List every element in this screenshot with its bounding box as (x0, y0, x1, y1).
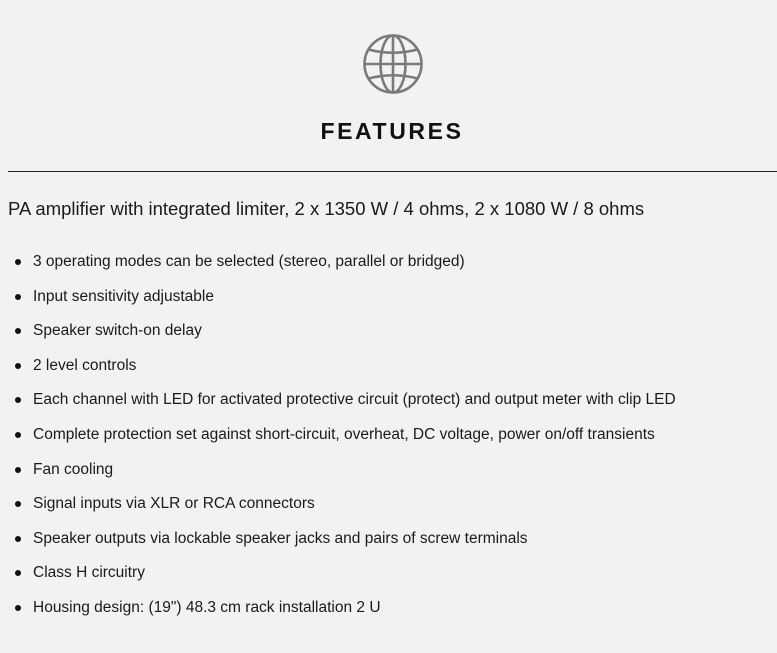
feature-text: Speaker switch-on delay (33, 322, 202, 340)
bullet (15, 432, 21, 438)
bullet (15, 467, 21, 473)
feature-text: Each channel with LED for activated protective circuit (protect) and output meter with clip LED (33, 391, 676, 409)
bullet (15, 501, 21, 507)
bullet (15, 328, 21, 334)
feature-text: Speaker outputs via lockable speaker jacks and pairs of screw terminals (33, 529, 528, 547)
list-item (0, 387, 676, 422)
feature-text: Class H circuitry (33, 564, 145, 582)
feature-text: Input sensitivity adjustable (33, 287, 214, 305)
bullet (15, 397, 21, 403)
feature-text: Complete protection set against short-circuit, overheat, DC voltage, power on/off transients (33, 425, 655, 443)
feature-text: Housing design: (19") 48.3 cm rack installation 2 U (33, 598, 381, 616)
list-item (0, 318, 676, 353)
list-item (0, 526, 676, 561)
features-list (0, 249, 676, 630)
list-item (0, 284, 676, 319)
feature-text: 3 operating modes can be selected (stereo, parallel or bridged) (33, 253, 465, 270)
features-header (0, 0, 777, 172)
list-item (0, 491, 676, 526)
list-item (0, 457, 676, 492)
list-item (0, 353, 676, 388)
bullet (15, 259, 21, 265)
list-item (0, 249, 676, 284)
feature-text: Signal inputs via XLR or RCA connectors (33, 495, 315, 513)
feature-text: 2 level controls (33, 356, 137, 374)
bullet (15, 294, 21, 300)
list-item (0, 595, 676, 630)
bullet (15, 570, 21, 576)
bullet (15, 605, 21, 611)
bullet (15, 363, 21, 369)
list-item (0, 560, 676, 595)
list-item (0, 422, 676, 457)
feature-text: Fan cooling (33, 460, 114, 478)
section-title: FEATURES (320, 118, 464, 144)
product-summary: PA amplifier with integrated limiter, 2 x 1350 W / 4 ohms, 2 x 1080 W / 8 ohms (8, 198, 645, 219)
bullet (15, 536, 21, 542)
globe-icon (362, 33, 424, 95)
divider (8, 171, 777, 172)
